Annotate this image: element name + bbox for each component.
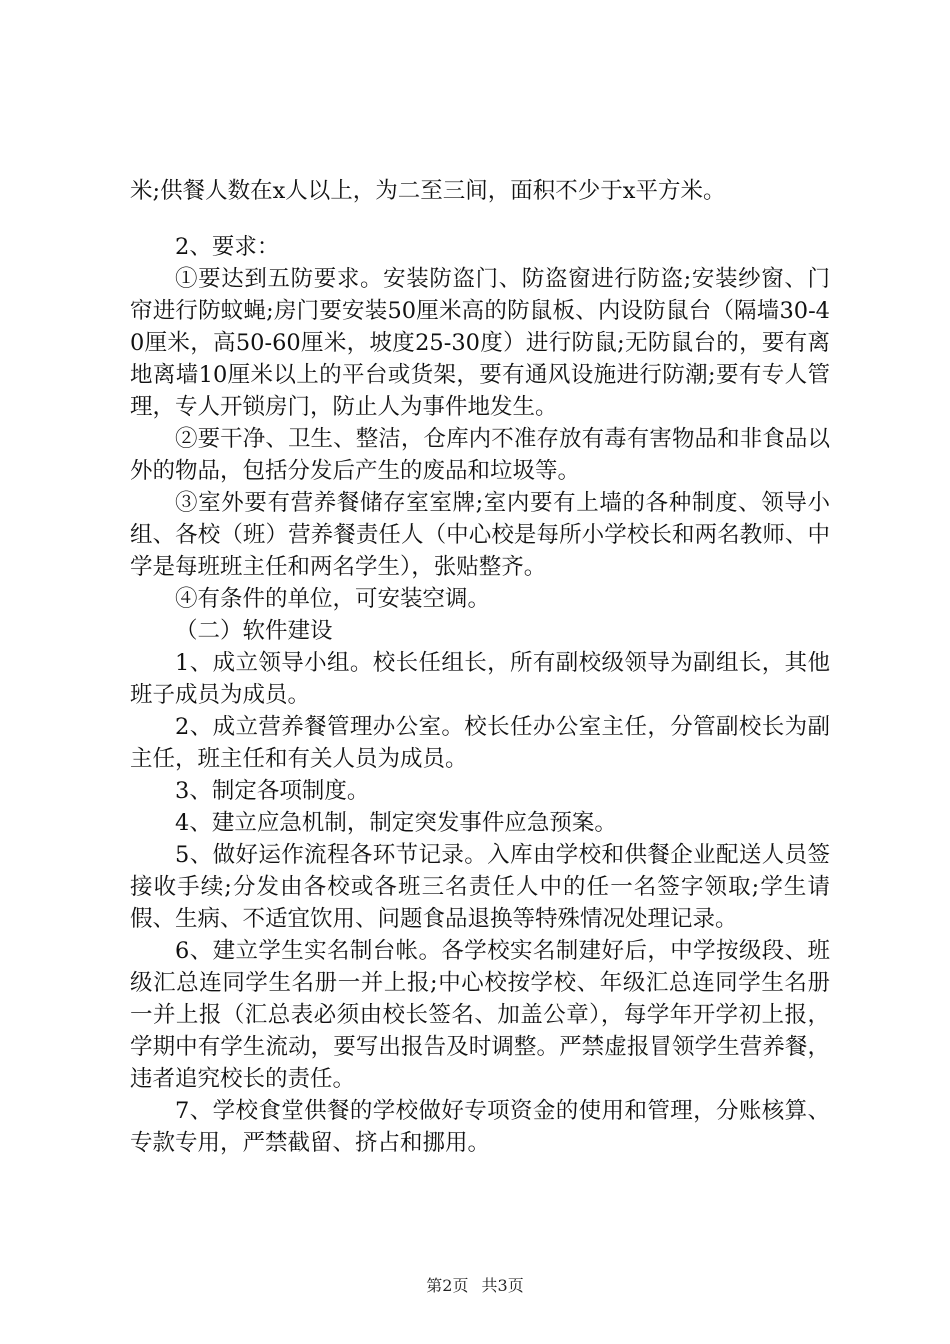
paragraph-requirement-2: ②要干净、卫生、整洁，仓库内不准存放有毒有害物品和非食品以外的物品，包括分发后产生的废品和垃圾等。 — [130, 426, 830, 484]
document-body — [130, 175, 830, 1159]
paragraph-item-7: 7、学校食堂供餐的学校做好专项资金的使用和管理，分账核算、专款专用，严禁截留、挤占和挪用。 — [130, 1098, 830, 1156]
paragraph-continuation: 米;供餐人数在x人以上，为二至三间，面积不少于x平方米。 — [130, 178, 726, 204]
page-footer — [0, 1276, 950, 1296]
paragraph-item-6: 6、建立学生实名制台帐。各学校实名制建好后，中学按级段、班级汇总连同学生名册一并上报;中心校按学校、年级汇总连同学生名册一并上报（汇总表必须由校长签名、加盖公章），每学年开学初上报，学期中有学生流动，要写出报告及时调整。严禁虚报冒领学生营养餐，违者追究校长的责任。 — [130, 938, 830, 1092]
paragraph-requirement-1: ①要达到五防要求。安装防盗门、防盗窗进行防盗;安装纱窗、门帘进行防蚊蝇;房门要安装50厘米高的防鼠板、内设防鼠台（隔墙30-40厘米，高50-60厘米，坡度25-30度）进行防鼠;无防鼠台的，要有离地离墙10厘米以上的平台或货架，要有通风设施进行防潮;要有专人管理，专人开锁房门，防止人为事件地发生。 — [130, 266, 830, 420]
paragraph-item-5: 5、做好运作流程各环节记录。入库由学校和供餐企业配送人员签接收手续;分发由各校或各班三名责任人中的任一名签字领取;学生请假、生病、不适宜饮用、问题食品退换等特殊情况处理记录。 — [130, 842, 830, 932]
paragraph-item-4: 4、建立应急机制，制定突发事件应急预案。 — [175, 810, 617, 836]
section-heading-software: （二）软件建设 — [175, 618, 333, 644]
paragraph-item-3: 3、制定各项制度。 — [175, 778, 370, 804]
paragraph-requirement-4: ④有条件的单位，可安装空调。 — [175, 586, 491, 612]
paragraph-item-2: 2、成立营养餐管理办公室。校长任办公室主任，分管副校长为副主任，班主任和有关人员为成员。 — [130, 714, 830, 772]
paragraph-requirement-3: ③室外要有营养餐储存室室牌;室内要有上墙的各种制度、领导小组、各校（班）营养餐责任人（中心校是每所小学校长和两名教师、中学是每班班主任和两名学生），张贴整齐。 — [130, 490, 830, 580]
paragraph-requirements-heading: 2、要求： — [175, 234, 280, 260]
paragraph-item-1: 1、成立领导小组。校长任组长，所有副校级领导为副组长，其他班子成员为成员。 — [130, 650, 830, 708]
page-total: 共3页 — [481, 1276, 524, 1295]
page-number: 第2页 — [426, 1276, 469, 1295]
